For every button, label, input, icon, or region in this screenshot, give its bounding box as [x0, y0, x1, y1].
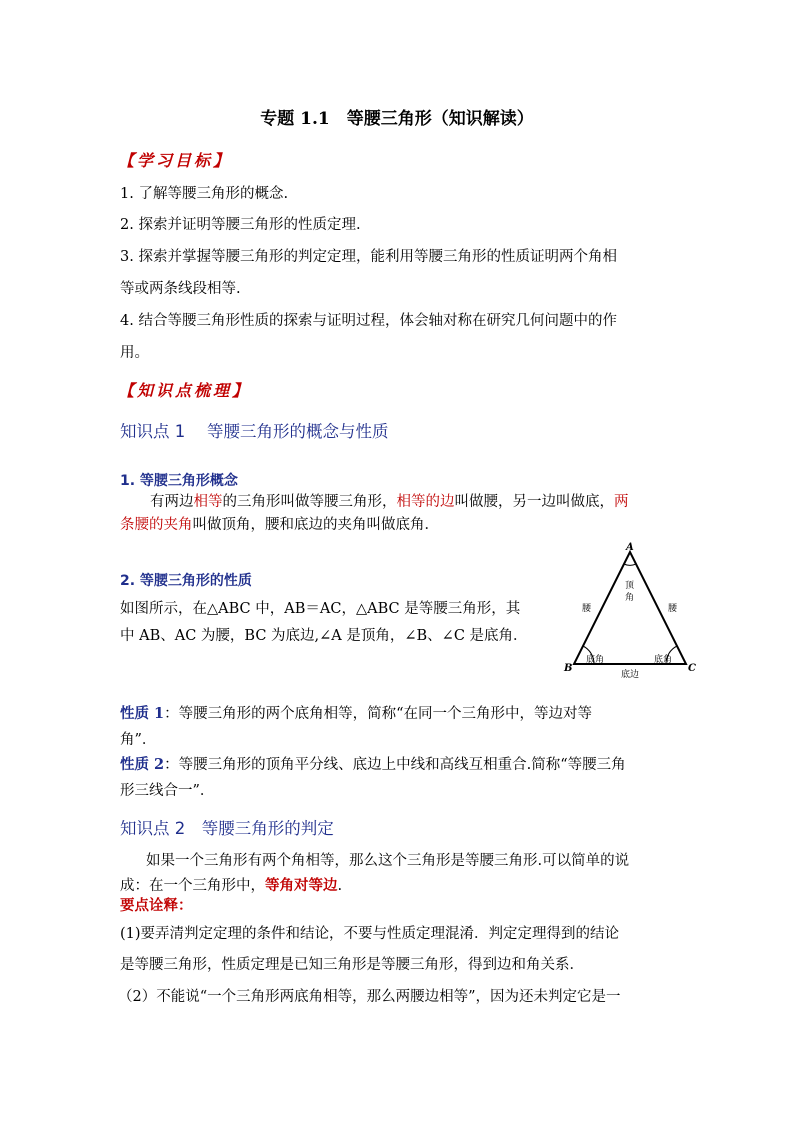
objectives-header: 【学习目标】: [118, 151, 233, 170]
knowledge-header: 【知识点梳理】: [118, 381, 252, 400]
objective-3: 3. 探索并掌握等腰三角形的判定定理，能利用等腰三角形的性质证明两个角相: [120, 249, 617, 265]
note-1-line-2: 是等腰三角形，性质定理是已知三角形是等腰三角形，得到边和角关系．: [120, 957, 584, 973]
note-1-line-1: (1)要弄清判定定理的条件和结论，不要与性质定理混淆．判定定理得到的结论: [120, 926, 620, 942]
kp1-sub2: 2. 等腰三角形的性质: [120, 573, 252, 589]
vertex-c-label: C: [688, 663, 696, 674]
property-2-label: 性质 2: [120, 756, 165, 773]
isosceles-triangle-figure: [560, 538, 710, 683]
property-2-text-1: ：等腰三角形的顶角平分线、底边上中线和高线互相重合.简称“等腰三角: [164, 757, 626, 773]
kp2-heading: 知识点 2 等腰三角形的判定: [120, 819, 334, 838]
apex-label-1: 顶: [625, 581, 635, 591]
property-1-text-2: 角”．: [120, 732, 157, 748]
figure-text-1: 如图所示，在△ABC 中，AB＝AC，△ABC 是等腰三角形，其: [120, 601, 521, 617]
objective-4: 4. 结合等腰三角形性质的探索与证明过程，体会轴对称在研究几何问题中的作: [120, 313, 617, 329]
def-c: 的三角形叫做等腰三角形，: [222, 494, 397, 510]
note-2-line-1: （2）不能说“一个三角形两底角相等，那么两腰边相等”，因为还未判定它是一: [118, 989, 621, 1005]
base-angle-right-label: 底角: [654, 655, 673, 665]
vertex-a-label: A: [626, 542, 634, 553]
property-2-line-1: [120, 756, 626, 774]
kp2-line-2: [120, 877, 342, 895]
def-e: 叫做腰，另一边叫做底，: [454, 494, 614, 510]
kp2-line-2-highlight: 等角对等边: [265, 877, 338, 894]
property-1-line-1: [120, 705, 592, 723]
vertex-b-label: B: [564, 663, 573, 674]
leg-left-label: 腰: [582, 604, 592, 614]
kp1-heading: 知识点 1 等腰三角形的概念与性质: [120, 422, 389, 441]
def-f: 两: [614, 494, 629, 510]
base-angle-left-label: 底角: [586, 655, 605, 665]
definition-line-2: [120, 516, 439, 534]
leg-right-label: 腰: [668, 604, 678, 614]
property-1-text-1: ：等腰三角形的两个底角相等，简称“在同一个三角形中，等边对等: [164, 706, 593, 722]
property-2-text-2: 形三线合一”．: [120, 783, 215, 799]
definition-line-1: [150, 493, 629, 511]
objective-3-cont: 等或两条线段相等.: [120, 281, 241, 297]
objective-1: 1. 了解等腰三角形的概念.: [120, 186, 289, 202]
def-d: 相等的边: [396, 494, 455, 510]
base-label: 底边: [621, 670, 640, 680]
apex-arc: [624, 564, 636, 565]
kp2-line-2-c: .: [337, 878, 343, 894]
apex-label-2: 角: [625, 593, 635, 603]
kp2-line-1: 如果一个三角形有两个角相等，那么这个三角形是等腰三角形.可以简单的说: [146, 853, 630, 869]
property-1-label: 性质 1: [120, 705, 165, 722]
page-title: 专题 1.1 等腰三角形（知识解读）: [260, 109, 534, 129]
notes-label: 要点诠释：: [120, 897, 193, 914]
objective-4-cont: 用。: [120, 345, 149, 361]
def-a: 有两边: [150, 494, 194, 510]
def-b: 相等: [193, 494, 223, 510]
def-h: 叫做顶角，腰和底边的夹角叫做底角．: [192, 517, 439, 533]
kp1-sub1: 1. 等腰三角形概念: [120, 473, 238, 489]
figure-text-2: 中 AB、AC 为腰，BC 为底边,∠A 是顶角，∠B、∠C 是底角．: [120, 628, 528, 644]
kp2-line-2-a: 成：在一个三角形中，: [120, 878, 265, 894]
objective-2: 2. 探索并证明等腰三角形的性质定理.: [120, 217, 361, 233]
def-g: 条腰的夹角: [120, 517, 193, 533]
